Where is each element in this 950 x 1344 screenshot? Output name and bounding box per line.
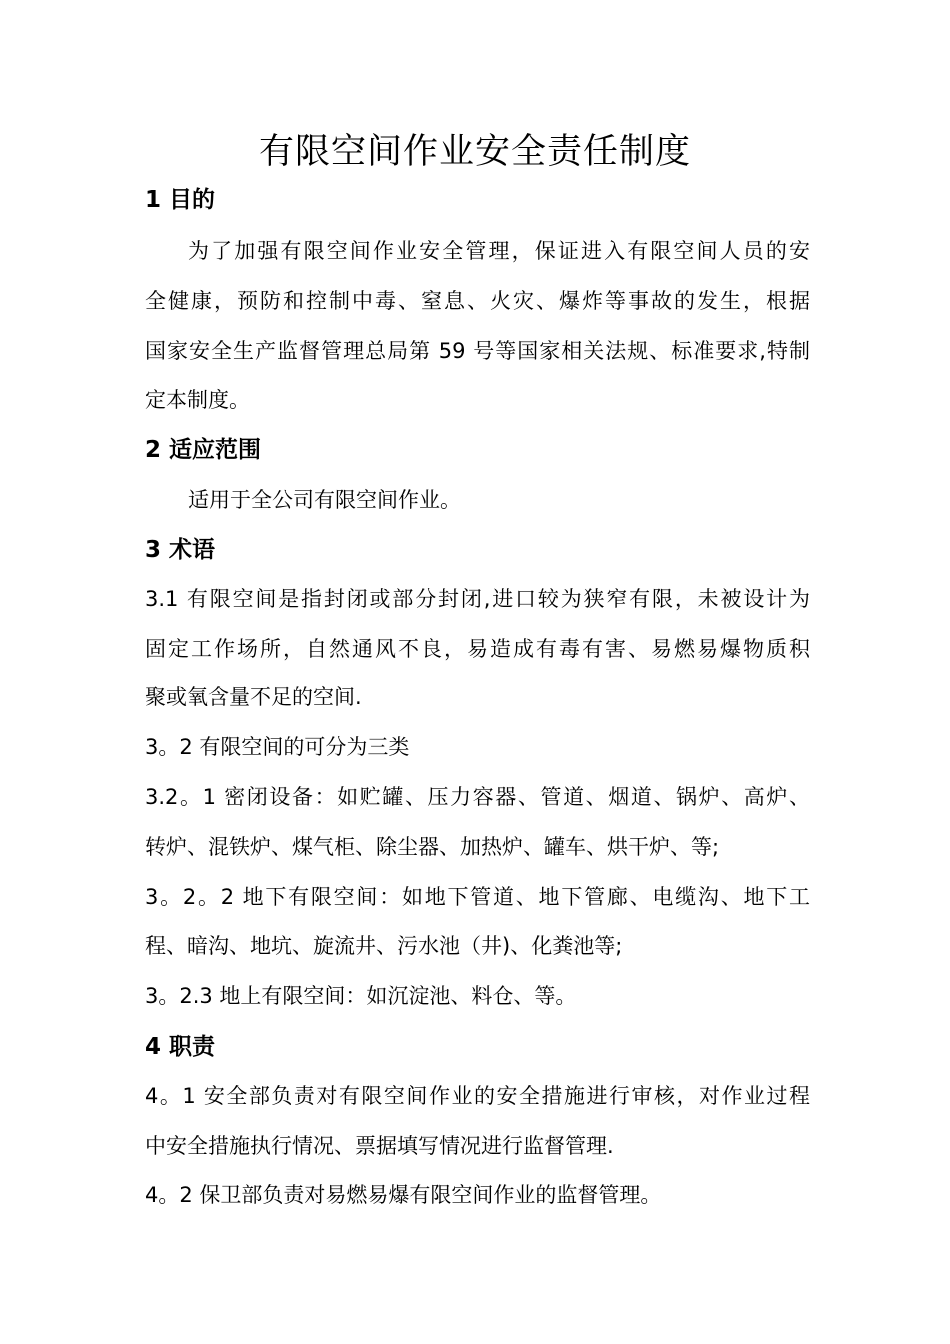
section-heading-purpose: 1 目的 xyxy=(145,187,216,213)
paragraph-line: 定本制度。 xyxy=(145,388,250,412)
paragraph-line: 固定工作场所，自然通风不良，易造成有毒有害、易燃易爆物质积 xyxy=(145,637,810,661)
paragraph-line: 转炉、混铁炉、煤气柜、除尘器、加热炉、罐车、烘干炉、等; xyxy=(145,835,720,859)
paragraph-line: 中安全措施执行情况、票据填写情况进行监督管理. xyxy=(145,1134,614,1158)
section-heading-duties: 4 职责 xyxy=(145,1034,216,1060)
paragraph-line: 3。2 有限空间的可分为三类 xyxy=(145,735,410,759)
section-heading-terms: 3 术语 xyxy=(145,537,216,563)
paragraph-line: 3.2。1 密闭设备：如贮罐、压力容器、管道、烟道、锅炉、高炉、 xyxy=(145,785,810,809)
paragraph-line: 国家安全生产监督管理总局第 59 号等国家相关法规、标准要求,特制 xyxy=(145,339,810,363)
paragraph-line: 全健康，预防和控制中毒、窒息、火灾、爆炸等事故的发生，根据 xyxy=(145,289,810,313)
paragraph-line: 为了加强有限空间作业安全管理，保证进入有限空间人员的安 xyxy=(188,239,810,263)
paragraph-line: 3。2。2 地下有限空间：如地下管道、地下管廊、电缆沟、地下工 xyxy=(145,885,810,909)
paragraph-line: 3。2.3 地上有限空间：如沉淀池、料仓、等。 xyxy=(145,984,577,1008)
paragraph-line: 程、暗沟、地坑、旋流井、污水池（井)、化粪池等; xyxy=(145,934,623,958)
document-title: 有限空间作业安全责任制度 xyxy=(258,132,691,172)
paragraph-line: 4。2 保卫部负责对易燃易爆有限空间作业的监督管理。 xyxy=(145,1183,662,1207)
section-heading-scope: 2 适应范围 xyxy=(145,437,262,463)
paragraph-line: 适用于全公司有限空间作业。 xyxy=(188,488,461,512)
paragraph-line: 3.1 有限空间是指封闭或部分封闭,进口较为狭窄有限，未被设计为 xyxy=(145,587,810,611)
paragraph-line: 4。1 安全部负责对有限空间作业的安全措施进行审核，对作业过程 xyxy=(145,1084,810,1108)
paragraph-line: 聚或氧含量不足的空间. xyxy=(145,685,362,709)
